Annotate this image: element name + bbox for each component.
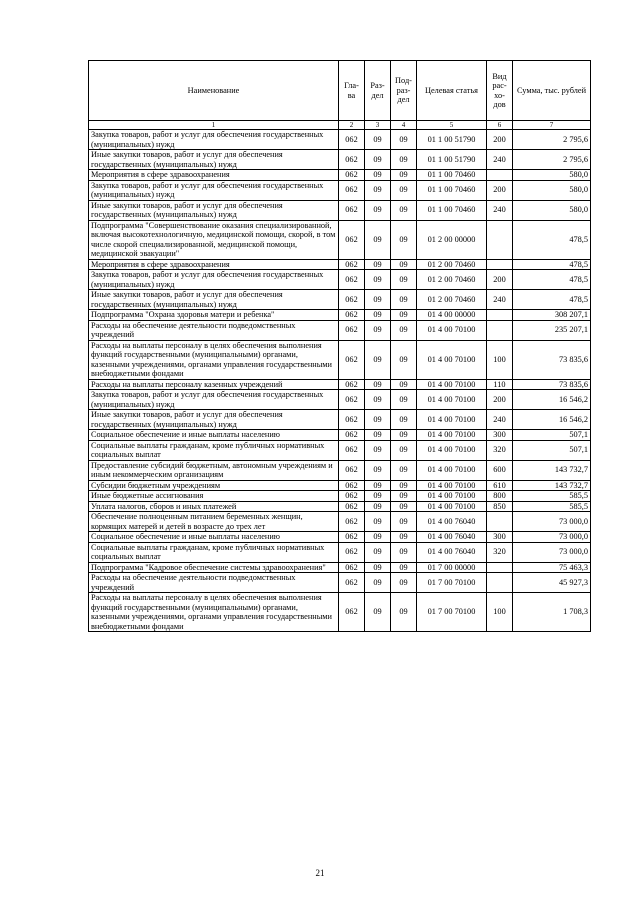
amount-cell: 2 795,6 — [513, 130, 591, 150]
glava-cell: 062 — [339, 593, 365, 632]
name-cell: Мероприятия в сфере здравоохранения — [89, 170, 339, 181]
expense-type-cell: 240 — [487, 410, 513, 430]
name-cell: Иные закупки товаров, работ и услуг для обеспечения государственных (муниципальных) нужд — [89, 410, 339, 430]
podrazdel-cell: 09 — [391, 532, 417, 543]
expense-type-cell: 240 — [487, 200, 513, 220]
column-number: 1 — [89, 121, 339, 130]
expense-type-cell — [487, 320, 513, 340]
razdel-cell: 09 — [365, 340, 391, 379]
expense-type-cell: 320 — [487, 440, 513, 460]
amount-cell: 585,5 — [513, 491, 591, 502]
name-cell: Подпрограмма "Совершенствование оказания специализированной, включая высокотехнологичную, медицинской помощи, скорой, в том числе скорой специализированной, медицинской помощи, медицинской эвакуации" — [89, 220, 339, 259]
table-row — [89, 130, 591, 150]
table-row — [89, 410, 591, 430]
expense-type-cell — [487, 259, 513, 270]
amount-cell: 73 000,0 — [513, 512, 591, 532]
razdel-cell: 09 — [365, 410, 391, 430]
razdel-cell: 09 — [365, 130, 391, 150]
table-row — [89, 290, 591, 310]
podrazdel-cell: 09 — [391, 170, 417, 181]
razdel-cell: 09 — [365, 259, 391, 270]
podrazdel-cell: 09 — [391, 310, 417, 321]
expense-type-cell: 100 — [487, 593, 513, 632]
target-article-cell: 01 1 00 70460 — [417, 170, 487, 181]
target-article-cell: 01 4 00 70100 — [417, 410, 487, 430]
razdel-cell: 09 — [365, 460, 391, 480]
podrazdel-cell: 09 — [391, 542, 417, 562]
table-row — [89, 542, 591, 562]
name-cell: Расходы на выплаты персоналу в целях обеспечения выполнения функций государственными (муниципальными) органами, казенными учреждениями, органами управления государственными внебюджетными фондами — [89, 340, 339, 379]
name-cell: Подпрограмма "Охрана здоровья матери и ребенка" — [89, 310, 339, 321]
podrazdel-cell: 09 — [391, 130, 417, 150]
podrazdel-cell: 09 — [391, 593, 417, 632]
glava-cell: 062 — [339, 562, 365, 573]
table-row — [89, 180, 591, 200]
target-article-cell: 01 4 00 70100 — [417, 480, 487, 491]
razdel-cell: 09 — [365, 491, 391, 502]
table-row — [89, 562, 591, 573]
name-cell: Подпрограмма "Кадровое обеспечение системы здравоохранения" — [89, 562, 339, 573]
header-podrazdel: Под-раз-дел — [391, 61, 417, 121]
name-cell: Закупка товаров, работ и услуг для обеспечения государственных (муниципальных) нужд — [89, 180, 339, 200]
amount-cell: 143 732,7 — [513, 460, 591, 480]
razdel-cell: 09 — [365, 220, 391, 259]
glava-cell: 062 — [339, 501, 365, 512]
podrazdel-cell: 09 — [391, 150, 417, 170]
expense-type-cell: 800 — [487, 491, 513, 502]
expense-type-cell: 850 — [487, 501, 513, 512]
razdel-cell: 09 — [365, 270, 391, 290]
target-article-cell: 01 4 00 70100 — [417, 440, 487, 460]
amount-cell: 478,5 — [513, 270, 591, 290]
amount-cell: 235 207,1 — [513, 320, 591, 340]
expense-type-cell: 300 — [487, 430, 513, 441]
razdel-cell: 09 — [365, 562, 391, 573]
header-sum: Сумма, тыс. рублей — [513, 61, 591, 121]
target-article-cell: 01 2 00 70460 — [417, 259, 487, 270]
amount-cell: 580,0 — [513, 180, 591, 200]
razdel-cell: 09 — [365, 320, 391, 340]
table-row — [89, 340, 591, 379]
glava-cell: 062 — [339, 200, 365, 220]
podrazdel-cell: 09 — [391, 390, 417, 410]
amount-cell: 585,5 — [513, 501, 591, 512]
glava-cell: 062 — [339, 491, 365, 502]
target-article-cell: 01 4 00 70100 — [417, 430, 487, 441]
target-article-cell: 01 4 00 70100 — [417, 340, 487, 379]
column-number: 3 — [365, 121, 391, 130]
table-row — [89, 310, 591, 321]
podrazdel-cell: 09 — [391, 480, 417, 491]
razdel-cell: 09 — [365, 440, 391, 460]
expense-type-cell — [487, 310, 513, 321]
podrazdel-cell: 09 — [391, 270, 417, 290]
expense-type-cell: 610 — [487, 480, 513, 491]
target-article-cell: 01 1 00 51790 — [417, 130, 487, 150]
expense-type-cell: 240 — [487, 150, 513, 170]
podrazdel-cell: 09 — [391, 379, 417, 390]
name-cell: Предоставление субсидий бюджетным, автономным учреждениям и иным некоммерческим организациям — [89, 460, 339, 480]
amount-cell: 580,0 — [513, 170, 591, 181]
name-cell: Расходы на обеспечение деятельности подведомственных учреждений — [89, 573, 339, 593]
table-row — [89, 379, 591, 390]
name-cell: Закупка товаров, работ и услуг для обеспечения государственных (муниципальных) нужд — [89, 390, 339, 410]
page-number: 21 — [315, 868, 325, 878]
name-cell: Иные закупки товаров, работ и услуг для обеспечения государственных (муниципальных) нужд — [89, 150, 339, 170]
target-article-cell: 01 4 00 70100 — [417, 501, 487, 512]
expense-type-cell: 600 — [487, 460, 513, 480]
amount-cell: 73 835,6 — [513, 340, 591, 379]
glava-cell: 062 — [339, 573, 365, 593]
expense-type-cell — [487, 170, 513, 181]
table-row — [89, 593, 591, 632]
amount-cell: 478,5 — [513, 259, 591, 270]
amount-cell: 478,5 — [513, 290, 591, 310]
expense-type-cell: 240 — [487, 290, 513, 310]
name-cell: Расходы на выплаты персоналу казенных учреждений — [89, 379, 339, 390]
column-number: 6 — [487, 121, 513, 130]
razdel-cell: 09 — [365, 200, 391, 220]
razdel-cell: 09 — [365, 180, 391, 200]
header-vid: Вид рас-хо-дов — [487, 61, 513, 121]
razdel-cell: 09 — [365, 290, 391, 310]
target-article-cell: 01 1 00 70460 — [417, 200, 487, 220]
podrazdel-cell: 09 — [391, 440, 417, 460]
podrazdel-cell: 09 — [391, 410, 417, 430]
amount-cell: 16 546,2 — [513, 390, 591, 410]
glava-cell: 062 — [339, 379, 365, 390]
glava-cell: 062 — [339, 270, 365, 290]
amount-cell: 73 000,0 — [513, 532, 591, 543]
glava-cell: 062 — [339, 290, 365, 310]
name-cell: Иные бюджетные ассигнования — [89, 491, 339, 502]
razdel-cell: 09 — [365, 430, 391, 441]
target-article-cell: 01 4 00 00000 — [417, 310, 487, 321]
razdel-cell: 09 — [365, 310, 391, 321]
target-article-cell: 01 1 00 51790 — [417, 150, 487, 170]
column-number: 5 — [417, 121, 487, 130]
podrazdel-cell: 09 — [391, 220, 417, 259]
name-cell: Расходы на обеспечение деятельности подведомственных учреждений — [89, 320, 339, 340]
name-cell: Иные закупки товаров, работ и услуг для обеспечения государственных (муниципальных) нужд — [89, 290, 339, 310]
target-article-cell: 01 1 00 70460 — [417, 180, 487, 200]
name-cell: Социальные выплаты гражданам, кроме публичных нормативных социальных выплат — [89, 542, 339, 562]
table-row — [89, 440, 591, 460]
table-row — [89, 200, 591, 220]
table-row — [89, 480, 591, 491]
expense-type-cell: 320 — [487, 542, 513, 562]
podrazdel-cell: 09 — [391, 501, 417, 512]
header-name: Наименование — [89, 61, 339, 121]
table-row — [89, 512, 591, 532]
table-row — [89, 259, 591, 270]
expense-type-cell: 100 — [487, 340, 513, 379]
table-row — [89, 501, 591, 512]
table-row — [89, 491, 591, 502]
amount-cell: 73 000,0 — [513, 542, 591, 562]
razdel-cell: 09 — [365, 512, 391, 532]
amount-cell: 507,1 — [513, 430, 591, 441]
table-row — [89, 390, 591, 410]
name-cell: Социальное обеспечение и иные выплаты населению — [89, 430, 339, 441]
glava-cell: 062 — [339, 150, 365, 170]
glava-cell: 062 — [339, 259, 365, 270]
table-row — [89, 532, 591, 543]
header-glava: Гла-ва — [339, 61, 365, 121]
amount-cell: 507,1 — [513, 440, 591, 460]
name-cell: Обеспечение полноценным питанием беременных женщин, кормящих матерей и детей в возрасте до трех лет — [89, 512, 339, 532]
podrazdel-cell: 09 — [391, 200, 417, 220]
amount-cell: 16 546,2 — [513, 410, 591, 430]
expense-type-cell — [487, 220, 513, 259]
expense-type-cell: 200 — [487, 180, 513, 200]
table-row — [89, 270, 591, 290]
expense-type-cell: 200 — [487, 390, 513, 410]
target-article-cell: 01 7 00 00000 — [417, 562, 487, 573]
podrazdel-cell: 09 — [391, 512, 417, 532]
target-article-cell: 01 2 00 70460 — [417, 290, 487, 310]
glava-cell: 062 — [339, 130, 365, 150]
table-row — [89, 430, 591, 441]
podrazdel-cell: 09 — [391, 460, 417, 480]
expense-type-cell: 200 — [487, 270, 513, 290]
column-number: 2 — [339, 121, 365, 130]
amount-cell: 2 795,6 — [513, 150, 591, 170]
glava-cell: 062 — [339, 512, 365, 532]
target-article-cell: 01 2 00 70460 — [417, 270, 487, 290]
budget-table — [88, 60, 591, 632]
glava-cell: 062 — [339, 410, 365, 430]
amount-cell: 75 463,3 — [513, 562, 591, 573]
glava-cell: 062 — [339, 220, 365, 259]
podrazdel-cell: 09 — [391, 340, 417, 379]
amount-cell: 73 835,6 — [513, 379, 591, 390]
razdel-cell: 09 — [365, 593, 391, 632]
column-number: 4 — [391, 121, 417, 130]
target-article-cell: 01 4 00 70100 — [417, 320, 487, 340]
razdel-cell: 09 — [365, 501, 391, 512]
table-row — [89, 573, 591, 593]
razdel-cell: 09 — [365, 150, 391, 170]
amount-cell: 45 927,3 — [513, 573, 591, 593]
table-row — [89, 320, 591, 340]
podrazdel-cell: 09 — [391, 573, 417, 593]
amount-cell: 1 708,3 — [513, 593, 591, 632]
glava-cell: 062 — [339, 542, 365, 562]
podrazdel-cell: 09 — [391, 180, 417, 200]
name-cell: Субсидии бюджетным учреждениям — [89, 480, 339, 491]
name-cell: Закупка товаров, работ и услуг для обеспечения государственных (муниципальных) нужд — [89, 270, 339, 290]
table-row — [89, 150, 591, 170]
target-article-cell: 01 4 00 76040 — [417, 542, 487, 562]
table-row — [89, 220, 591, 259]
header-razdel: Раз-дел — [365, 61, 391, 121]
glava-cell: 062 — [339, 440, 365, 460]
column-number-row — [89, 121, 591, 130]
glava-cell: 062 — [339, 390, 365, 410]
name-cell: Закупка товаров, работ и услуг для обеспечения государственных (муниципальных) нужд — [89, 130, 339, 150]
podrazdel-cell: 09 — [391, 259, 417, 270]
target-article-cell: 01 4 00 76040 — [417, 512, 487, 532]
podrazdel-cell: 09 — [391, 562, 417, 573]
column-number: 7 — [513, 121, 591, 130]
name-cell: Социальные выплаты гражданам, кроме публичных нормативных социальных выплат — [89, 440, 339, 460]
glava-cell: 062 — [339, 480, 365, 491]
razdel-cell: 09 — [365, 390, 391, 410]
amount-cell: 478,5 — [513, 220, 591, 259]
name-cell: Расходы на выплаты персоналу в целях обеспечения выполнения функций государственными (муниципальными) органами, казенными учреждениями, органами управления государственными внебюджетными фондами — [89, 593, 339, 632]
name-cell: Уплата налогов, сборов и иных платежей — [89, 501, 339, 512]
target-article-cell: 01 4 00 70100 — [417, 460, 487, 480]
glava-cell: 062 — [339, 320, 365, 340]
target-article-cell: 01 4 00 76040 — [417, 532, 487, 543]
target-article-cell: 01 4 00 70100 — [417, 379, 487, 390]
razdel-cell: 09 — [365, 170, 391, 181]
target-article-cell: 01 2 00 00000 — [417, 220, 487, 259]
podrazdel-cell: 09 — [391, 320, 417, 340]
target-article-cell: 01 4 00 70100 — [417, 390, 487, 410]
expense-type-cell: 300 — [487, 532, 513, 543]
table-body — [89, 130, 591, 632]
razdel-cell: 09 — [365, 542, 391, 562]
name-cell: Иные закупки товаров, работ и услуг для обеспечения государственных (муниципальных) нужд — [89, 200, 339, 220]
target-article-cell: 01 4 00 70100 — [417, 491, 487, 502]
expense-type-cell: 200 — [487, 130, 513, 150]
glava-cell: 062 — [339, 310, 365, 321]
podrazdel-cell: 09 — [391, 290, 417, 310]
razdel-cell: 09 — [365, 532, 391, 543]
expense-type-cell — [487, 562, 513, 573]
name-cell: Мероприятия в сфере здравоохранения — [89, 259, 339, 270]
podrazdel-cell: 09 — [391, 491, 417, 502]
glava-cell: 062 — [339, 180, 365, 200]
razdel-cell: 09 — [365, 480, 391, 491]
glava-cell: 062 — [339, 532, 365, 543]
amount-cell: 308 207,1 — [513, 310, 591, 321]
table-row — [89, 170, 591, 181]
header-row — [89, 61, 591, 121]
expense-type-cell — [487, 512, 513, 532]
table-row — [89, 460, 591, 480]
amount-cell: 580,0 — [513, 200, 591, 220]
podrazdel-cell: 09 — [391, 430, 417, 441]
glava-cell: 062 — [339, 430, 365, 441]
name-cell: Социальное обеспечение и иные выплаты населению — [89, 532, 339, 543]
razdel-cell: 09 — [365, 379, 391, 390]
expense-type-cell — [487, 573, 513, 593]
glava-cell: 062 — [339, 460, 365, 480]
expense-type-cell: 110 — [487, 379, 513, 390]
target-article-cell: 01 7 00 70100 — [417, 593, 487, 632]
amount-cell: 143 732,7 — [513, 480, 591, 491]
header-statya: Целевая статья — [417, 61, 487, 121]
razdel-cell: 09 — [365, 573, 391, 593]
glava-cell: 062 — [339, 340, 365, 379]
glava-cell: 062 — [339, 170, 365, 181]
target-article-cell: 01 7 00 70100 — [417, 573, 487, 593]
